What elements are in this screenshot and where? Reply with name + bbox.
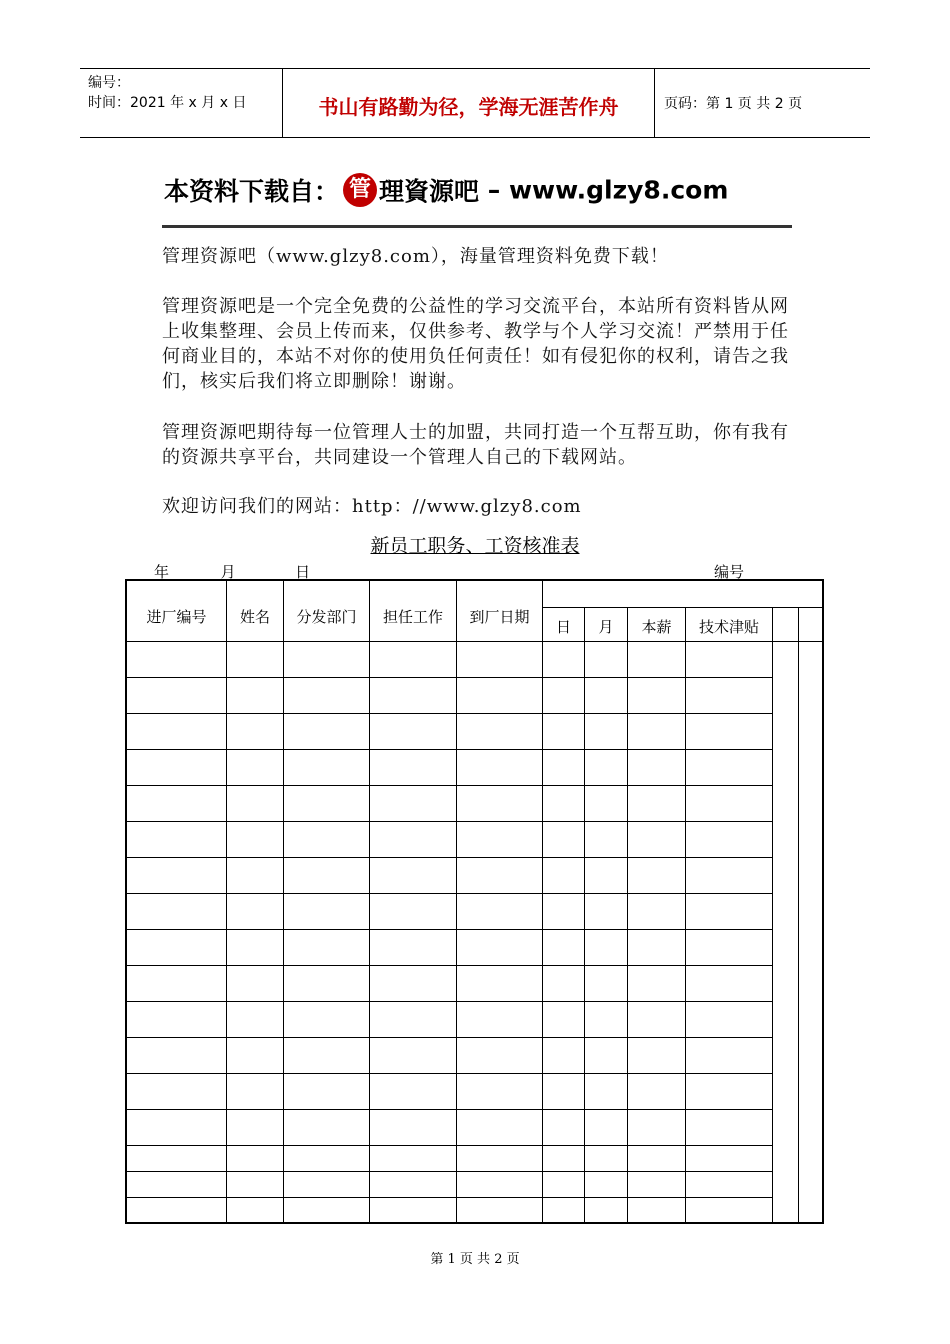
col-header-day: 日 [555, 618, 571, 636]
row-line [127, 749, 772, 750]
column-line [685, 607, 686, 1222]
form-title: 新员工职务、工资核准表 [370, 535, 580, 557]
date-day-label: 日 [295, 563, 311, 581]
column-line [456, 581, 457, 1222]
column-line [584, 607, 585, 1222]
site-url: – www.glzy8.com [479, 175, 729, 205]
date-year-label: 年 [154, 563, 170, 581]
page-info: 页码：第 1 页 共 2 页 [664, 96, 803, 112]
site-logo-icon: 管 [343, 173, 377, 207]
row-line [127, 965, 772, 966]
row-line [127, 785, 772, 786]
row-line [127, 1073, 772, 1074]
row-line [127, 1037, 772, 1038]
intro-paragraph-2: 管理资源吧是一个完全免费的公益性的学习交流平台，本站所有资料皆从网上收集整理、会员上传而来，仅供参考、教学与个人学习交流！严禁用于任何商业目的，本站不对你的使用负任何责任！如有侵犯你的权利，请告之我们，核实后我们将立即删除！谢谢。 [162, 296, 789, 392]
col-header-job: 担任工作 [382, 608, 443, 626]
column-line [798, 607, 799, 1222]
col-header-base-salary: 本薪 [641, 618, 672, 636]
download-banner [164, 172, 728, 212]
col-header-tech-allowance: 技术津贴 [698, 618, 759, 636]
form-number-label: 编号 [714, 563, 745, 581]
date-month-label: 月 [220, 563, 236, 581]
header-meta [88, 73, 246, 113]
col-header-month: 月 [598, 618, 614, 636]
column-line [369, 581, 370, 1222]
header-divider [654, 69, 655, 137]
number-label: 编号： [88, 75, 130, 91]
document-header [80, 68, 870, 138]
column-line [542, 581, 543, 1222]
row-line [127, 893, 772, 894]
intro-paragraph-1: 管理资源吧（www.glzy8.com），海量管理资料免费下载！ [162, 246, 669, 267]
col-header-arrival-date: 到厂日期 [469, 608, 530, 626]
row-line [127, 857, 772, 858]
row-line [127, 929, 772, 930]
column-line [226, 581, 227, 1222]
col-header-name: 姓名 [239, 608, 270, 626]
row-line [127, 1001, 772, 1002]
row-line [127, 1145, 772, 1146]
row-line [127, 1197, 772, 1198]
header-bottom-line [127, 641, 822, 642]
column-line [772, 607, 773, 1222]
motto: 书山有路勤为径，学海无涯苦作舟 [318, 95, 619, 119]
row-line [127, 821, 772, 822]
row-line [127, 713, 772, 714]
col-header-entry-number: 进厂编号 [146, 608, 207, 626]
approval-table [125, 579, 824, 1224]
row-line [127, 1109, 772, 1110]
column-line [627, 607, 628, 1222]
banner-prefix: 本资料下载自： [164, 177, 340, 206]
col-header-department: 分发部门 [296, 608, 357, 626]
time-label: 时间：2021 年 x 月 x 日 [88, 95, 247, 111]
intro-paragraph-4: 欢迎访问我们的网站：http：//www.glzy8.com [162, 496, 582, 517]
intro-paragraph-3: 管理资源吧期待每一位管理人士的加盟，共同打造一个互帮互助，你有我有的资源共享平台，共同建设一个管理人自己的下载网站。 [162, 422, 789, 468]
row-line [127, 677, 772, 678]
banner-rule [162, 225, 792, 228]
page-footer: 第 1 页 共 2 页 [430, 1252, 520, 1267]
row-line [127, 1171, 772, 1172]
site-name: 理資源吧 [379, 177, 480, 206]
column-line [283, 581, 284, 1222]
